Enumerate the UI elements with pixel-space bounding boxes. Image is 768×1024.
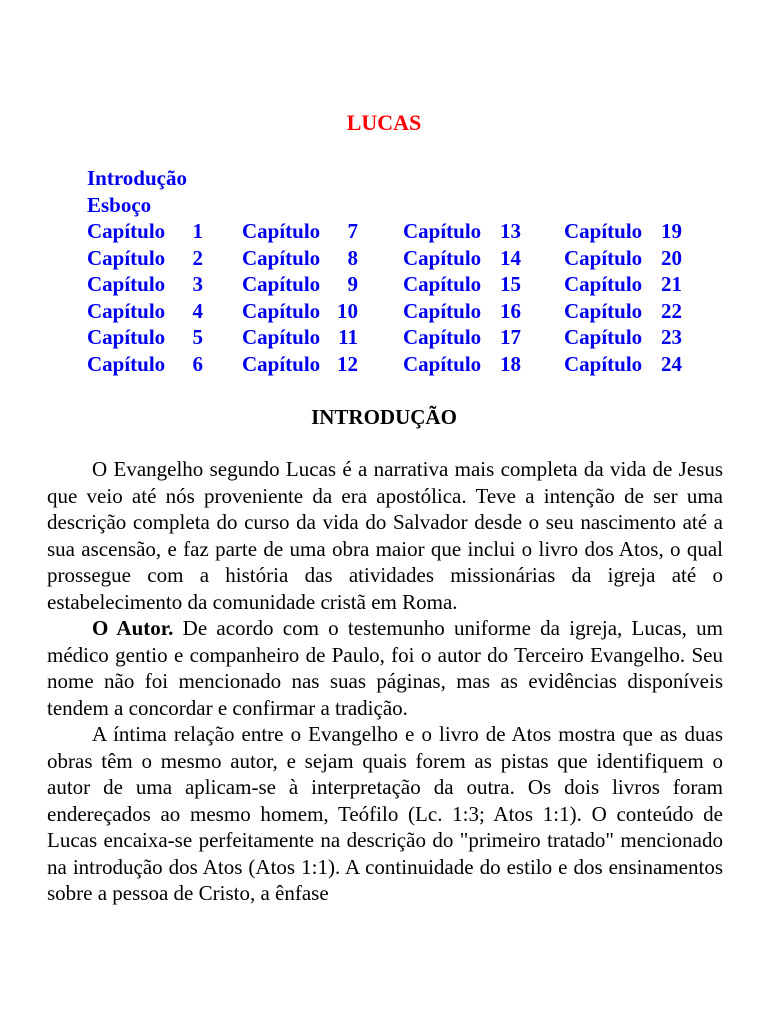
chapter-link-word: Capítulo — [87, 219, 166, 243]
chapter-link-number: 13 — [500, 219, 521, 243]
toc-link-introducao[interactable]: Introdução — [87, 166, 187, 190]
paragraph — [47, 721, 723, 907]
chapter-link-number: 1 — [192, 219, 203, 243]
chapter-link-word: Capítulo — [403, 325, 482, 349]
chapter-link-word: Capítulo — [242, 219, 321, 243]
chapter-link-13[interactable] — [403, 218, 521, 245]
chapter-link-word: Capítulo — [403, 298, 482, 323]
chapter-link-16[interactable] — [403, 298, 521, 325]
toc-link-esboco[interactable]: Esboço — [87, 192, 152, 217]
chapter-link-9[interactable] — [242, 271, 358, 298]
chapter-link-number: 11 — [338, 325, 358, 349]
chapter-link-word: Capítulo — [242, 351, 321, 376]
chapter-link-word: Capítulo — [564, 219, 643, 243]
chapter-link-12[interactable] — [242, 351, 358, 378]
chapter-link-5[interactable] — [87, 324, 203, 351]
chapter-link-17[interactable] — [403, 324, 521, 351]
chapter-link-word: Capítulo — [564, 351, 643, 376]
chapter-link-word: Capítulo — [242, 298, 321, 323]
chapter-link-7[interactable] — [242, 218, 358, 245]
chapter-link-number: 2 — [192, 245, 203, 270]
chapter-link-number: 5 — [192, 325, 203, 349]
chapter-link-number: 23 — [661, 325, 682, 349]
chapter-link-word: Capítulo — [564, 325, 643, 349]
chapter-link-number: 7 — [347, 219, 358, 243]
chapter-link-number: 18 — [500, 351, 521, 376]
chapter-link-word: Capítulo — [87, 272, 166, 296]
chapter-row — [87, 271, 682, 298]
chapter-link-number: 9 — [347, 272, 358, 296]
chapter-link-word: Capítulo — [564, 298, 643, 323]
chapter-link-word: Capítulo — [564, 245, 643, 270]
chapter-link-11[interactable] — [242, 324, 358, 351]
chapter-link-word: Capítulo — [87, 298, 166, 323]
chapter-link-19[interactable] — [564, 218, 682, 245]
chapter-link-1[interactable] — [87, 218, 203, 245]
chapter-link-number: 8 — [347, 245, 358, 270]
paragraph-text: A íntima relação entre o Evangelho e o livro de Atos mostra que as duas obras têm o mesmo autor, e sejam quais forem as pistas que identifiquem o autor de uma aplicam-se à interpretação da outra. Os dois livros foram endereçados ao mesmo homem, Teófilo (Lc. 1:3; Atos 1:1). O conteúdo de Lucas encaixa-se perfeitamente na descrição do "primeiro tratado" mencionado na introdução dos Atos (Atos 1:1). A continuidade do estilo e dos ensinamentos sobre a pessoa de Cristo, a ênfase — [47, 722, 723, 905]
chapter-link-number: 20 — [661, 245, 682, 270]
chapter-row — [87, 245, 682, 272]
chapter-link-word: Capítulo — [87, 351, 166, 376]
chapter-link-number: 3 — [192, 272, 203, 296]
chapter-row — [87, 298, 682, 325]
chapter-link-word: Capítulo — [564, 272, 643, 296]
chapter-link-2[interactable] — [87, 245, 203, 272]
section-heading: INTRODUÇÃO — [311, 405, 457, 429]
chapter-link-4[interactable] — [87, 298, 203, 325]
chapter-link-21[interactable] — [564, 271, 682, 298]
chapter-link-word: Capítulo — [242, 245, 321, 270]
chapter-link-word: Capítulo — [87, 245, 166, 270]
chapter-link-word: Capítulo — [242, 272, 321, 296]
chapter-link-14[interactable] — [403, 245, 521, 272]
chapter-link-8[interactable] — [242, 245, 358, 272]
chapter-link-number: 19 — [661, 219, 682, 243]
chapter-link-word: Capítulo — [403, 245, 482, 270]
chapter-link-number: 12 — [337, 351, 358, 376]
chapter-link-20[interactable] — [564, 245, 682, 272]
chapter-link-grid — [87, 218, 682, 377]
paragraph-lead: O Autor. — [92, 616, 174, 640]
document-title: LUCAS — [346, 110, 422, 135]
chapter-link-6[interactable] — [87, 351, 203, 378]
chapter-link-number: 21 — [661, 272, 682, 296]
table-of-contents — [87, 165, 682, 377]
paragraph — [47, 615, 723, 721]
chapter-link-number: 15 — [500, 272, 521, 296]
chapter-link-number: 4 — [192, 298, 203, 323]
chapter-link-18[interactable] — [403, 351, 521, 378]
chapter-link-number: 10 — [337, 298, 358, 323]
paragraph-text: O Evangelho segundo Lucas é a narrativa mais completa da vida de Jesus que veio até nós proveniente da era apostólica. Teve a intenção de ser uma descrição completa do curso da vida do Salvador desde o seu nascimento até a sua ascensão, e faz parte de uma obra maior que inclui o livro dos Atos, o qual prossegue com a história das atividades missionárias da igreja até o estabelecimento da comunidade cristã em Roma. — [47, 457, 723, 614]
chapter-link-23[interactable] — [564, 324, 682, 351]
chapter-link-number: 16 — [500, 298, 521, 323]
paragraph — [47, 456, 723, 615]
chapter-row — [87, 324, 682, 351]
chapter-link-3[interactable] — [87, 271, 203, 298]
chapter-link-24[interactable] — [564, 351, 682, 378]
chapter-link-15[interactable] — [403, 271, 521, 298]
chapter-row — [87, 351, 682, 378]
chapter-link-word: Capítulo — [403, 272, 482, 296]
chapter-link-word: Capítulo — [403, 351, 482, 376]
chapter-link-number: 22 — [661, 298, 682, 323]
body-text — [47, 456, 723, 907]
chapter-link-22[interactable] — [564, 298, 682, 325]
chapter-link-word: Capítulo — [242, 325, 321, 349]
chapter-link-number: 6 — [192, 351, 203, 376]
chapter-link-word: Capítulo — [403, 219, 482, 243]
chapter-row — [87, 218, 682, 245]
chapter-link-10[interactable] — [242, 298, 358, 325]
chapter-link-number: 17 — [500, 325, 521, 349]
chapter-link-word: Capítulo — [87, 325, 166, 349]
chapter-link-number: 14 — [500, 245, 521, 270]
paragraph-text: De acordo com o testemunho uniforme da igreja, Lucas, um médico gentio e companheiro de Paulo, foi o autor do Terceiro Evangelho. Seu nome não foi mencionado nas suas páginas, mas as evidências disponíveis tendem a concordar e confirmar a tradição. — [47, 616, 723, 720]
chapter-link-number: 24 — [661, 351, 682, 376]
